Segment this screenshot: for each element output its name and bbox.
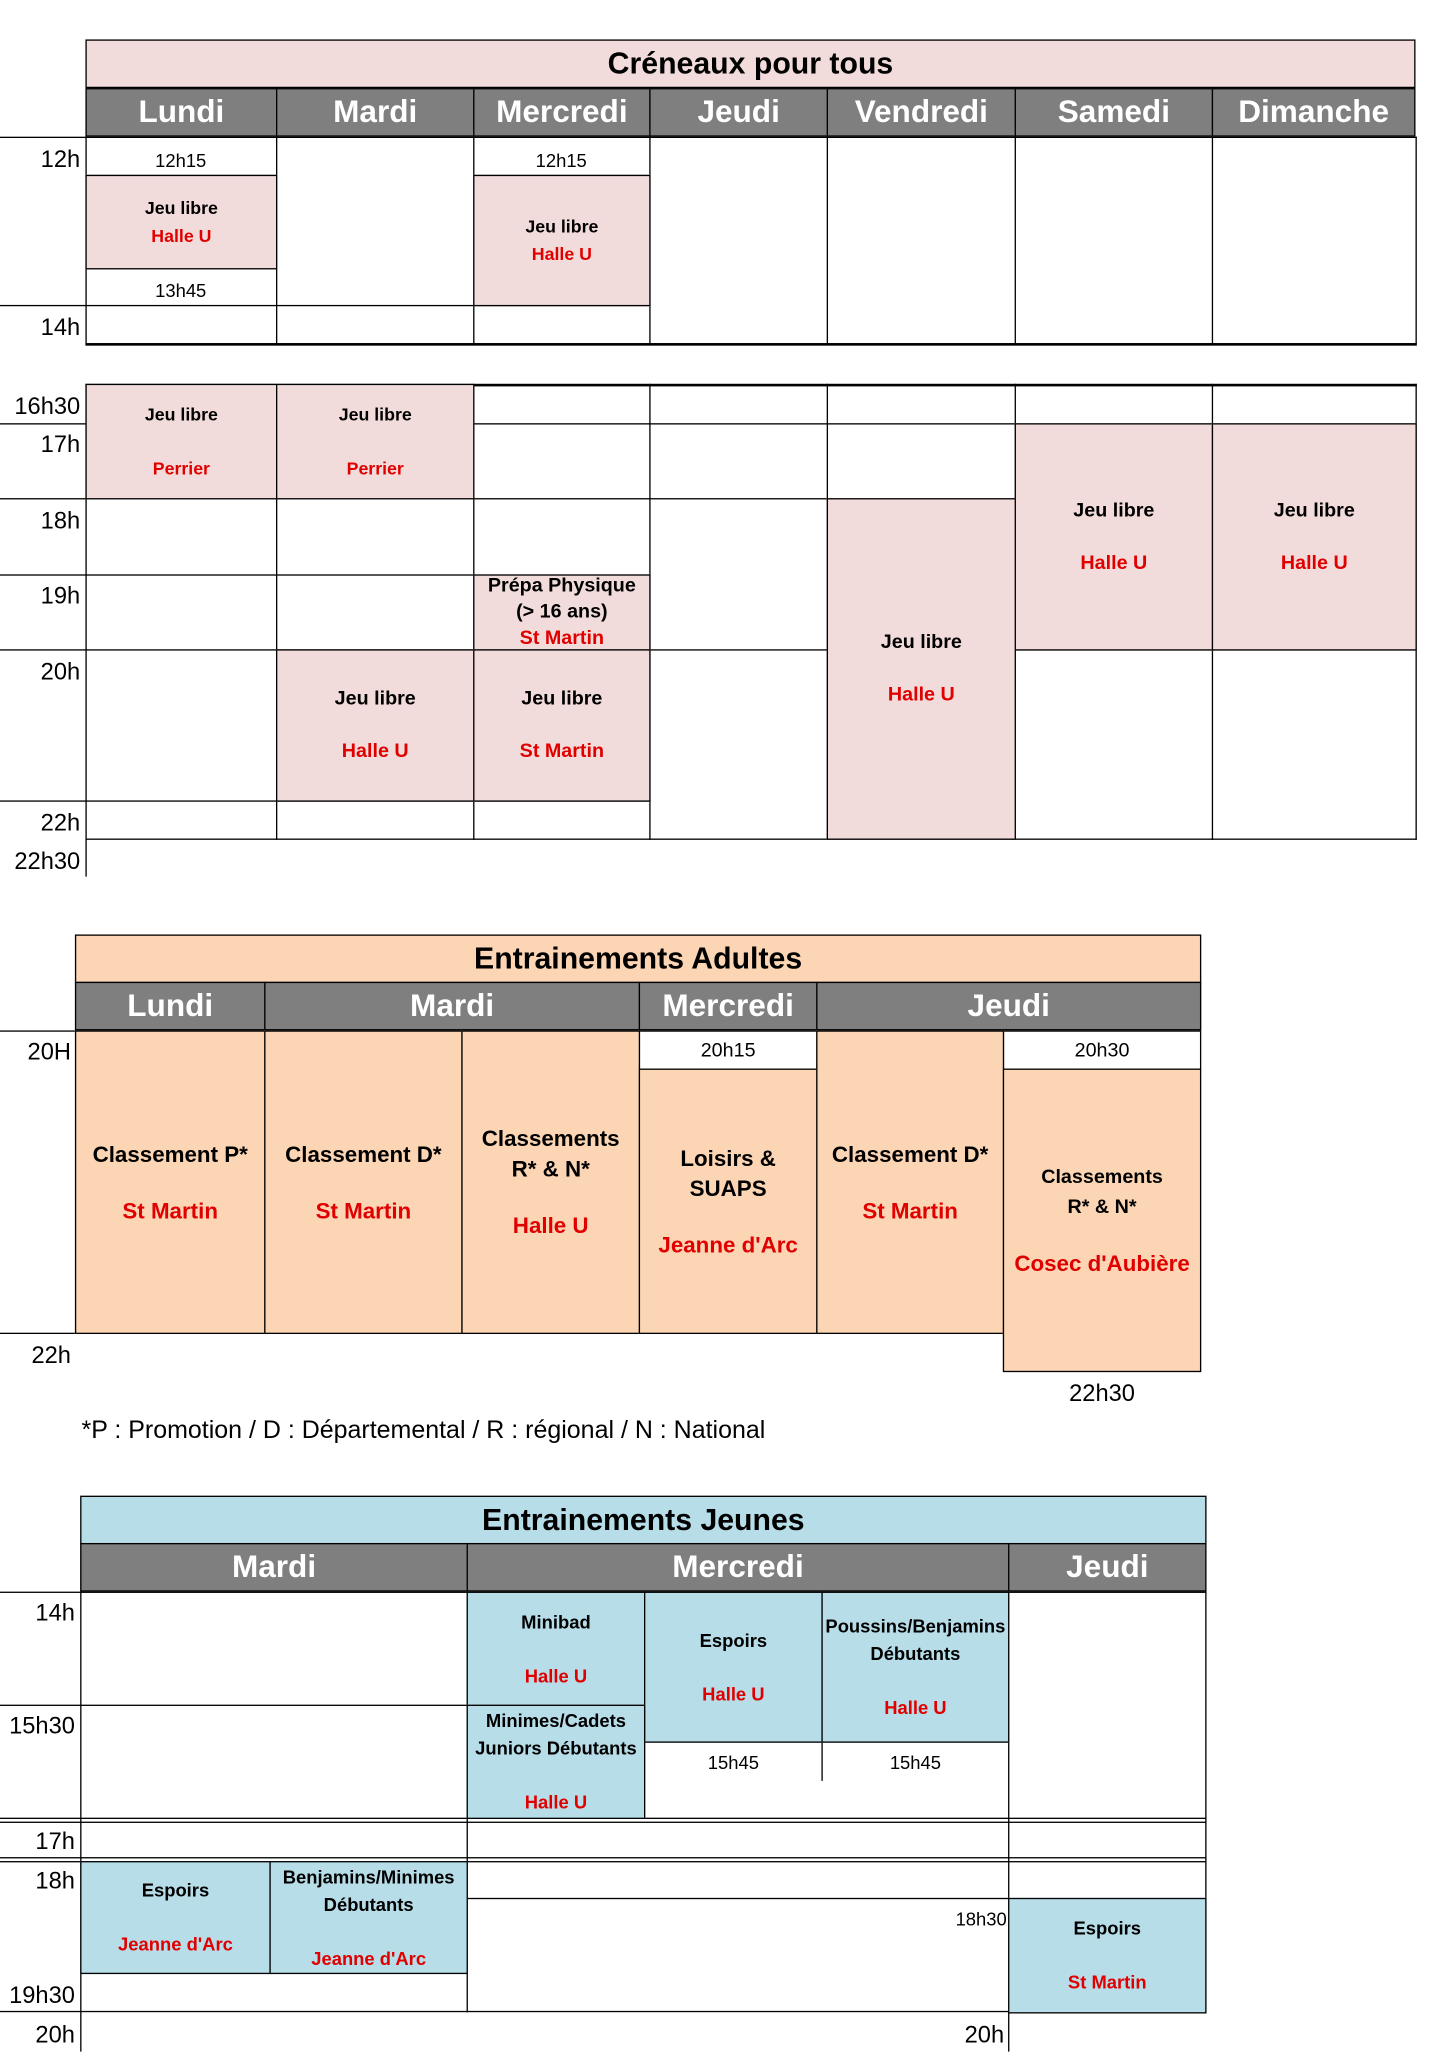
adultes-slot-mardi-d [264, 1030, 462, 1334]
creneaux-day-mercredi: Mercredi [473, 88, 650, 137]
start-time: 20h15 [700, 1038, 756, 1062]
jeunes-day-jeudi: Jeudi [1008, 1543, 1206, 1592]
grid-line [0, 1333, 75, 1334]
slot-activity: Loisirs & [680, 1145, 776, 1171]
slot-activity: Benjamins/Minimes [282, 1865, 455, 1887]
creneaux-time-14h: 14h [40, 314, 81, 341]
slot-activity: Classement P* [92, 1141, 248, 1167]
adultes-time-20h: 20H [27, 1038, 71, 1065]
grid-line [1015, 137, 1016, 345]
slot-activity-detail: Juniors Débutants [475, 1737, 637, 1759]
slot-location: Halle U [524, 1664, 588, 1686]
slot-activity: Minibad [521, 1610, 591, 1632]
creneaux-day-lundi: Lundi [85, 88, 277, 137]
slot-location: St Martin [519, 739, 605, 763]
jeunes-start-time: 18h30 [955, 1908, 1007, 1930]
slot-activity: Classements [1041, 1165, 1163, 1189]
slot-activity: Jeu libre [144, 198, 218, 219]
slot-location: Halle U [887, 683, 955, 706]
slot-location: Halle U [1080, 551, 1148, 574]
slot-activity: Classement D* [831, 1141, 989, 1167]
grid-line [0, 1857, 1207, 1858]
creneaux-day-samedi: Samedi [1015, 88, 1213, 137]
slot-location: Halle U [341, 739, 409, 763]
creneaux-day-jeudi: Jeudi [649, 88, 828, 137]
slot-activity: Poussins/Benjamins [825, 1615, 1006, 1637]
slot-mercredi-prepa [473, 574, 650, 650]
grid-line [0, 1030, 75, 1031]
slot-location: Perrier [152, 458, 210, 479]
grid-line [85, 839, 1416, 840]
slot-location: St Martin [315, 1197, 412, 1223]
jeunes-slot-benjamins [269, 1861, 467, 1974]
jeunes-end-time: 15h45 [889, 1751, 941, 1773]
grid-line [0, 1822, 1207, 1823]
adultes-title: Entrainements Adultes [75, 934, 1201, 983]
slot-activity: Jeu libre [880, 630, 962, 654]
grid-line [1212, 137, 1213, 345]
creneaux-time-22h30: 22h30 [14, 847, 81, 875]
jeunes-slot-minibad [467, 1592, 646, 1706]
creneaux-time-19h: 19h [40, 582, 81, 609]
slot-location: Halle U [884, 1696, 947, 1718]
slot-samedi-soir [1015, 423, 1213, 650]
adultes-day-jeudi: Jeudi [816, 982, 1201, 1031]
slot-vendredi-soir [827, 498, 1016, 840]
adultes-time-22h30: 22h30 [1069, 1380, 1135, 1407]
slot-activity-detail: Débutants [323, 1893, 414, 1915]
slot-mardi-20h [276, 649, 474, 801]
slot-location: Jeanne d'Arc [311, 1947, 427, 1969]
jeunes-slot-minimes [467, 1705, 646, 1819]
slot-activity-detail: R* & N* [1067, 1196, 1137, 1219]
slot-activity: Classement D* [285, 1141, 442, 1167]
jeunes-slot-poussins [821, 1592, 1009, 1743]
grid-line [467, 2011, 1010, 2012]
slot-activity: Espoirs [141, 1879, 210, 1901]
jeunes-time-19h30: 19h30 [9, 1981, 75, 2009]
creneaux-time-18h: 18h [40, 507, 81, 534]
adultes-slot-jeudi-d [816, 1030, 1004, 1334]
creneaux-end-time: 13h45 [155, 279, 207, 301]
creneaux-day-vendredi: Vendredi [827, 88, 1016, 137]
slot-activity: Jeu libre [338, 404, 412, 425]
jeunes-slot-espoirs-mercredi [644, 1592, 823, 1743]
creneaux-start-time: 12h15 [535, 149, 587, 171]
slot-location: Halle U [702, 1682, 765, 1704]
creneaux-start-time: 12h15 [155, 149, 207, 171]
slot-activity: Jeu libre [334, 687, 416, 710]
grid-line [827, 137, 828, 345]
slot-location: Perrier [346, 458, 404, 479]
slot-mercredi-20h [473, 649, 650, 801]
adultes-slot-mardi-rn [461, 1030, 640, 1334]
slot-lundi-soir [85, 384, 277, 500]
grid-line [1416, 137, 1417, 345]
creneaux-day-dimanche: Dimanche [1212, 88, 1416, 137]
grid-line [0, 574, 473, 575]
slot-activity: Jeu libre [1273, 498, 1355, 522]
creneaux-time-22h: 22h [40, 809, 81, 836]
slot-activity: Jeu libre [144, 404, 218, 425]
adultes-mercredi-start [639, 1030, 818, 1069]
adultes-day-mardi: Mardi [264, 982, 640, 1031]
slot-location: Jeanne d'Arc [658, 1232, 798, 1258]
slot-location: Halle U [151, 226, 212, 246]
slot-location: Halle U [531, 244, 592, 265]
slot-dimanche-soir [1212, 423, 1417, 650]
creneaux-time-17h: 17h [40, 431, 81, 458]
adultes-slot-mercredi [639, 1069, 818, 1334]
creneaux-title: Créneaux pour tous [85, 39, 1415, 88]
adultes-day-lundi: Lundi [75, 982, 266, 1031]
slot-activity: Espoirs [699, 1629, 768, 1651]
slot-activity: Prépa Physique [487, 574, 636, 597]
jeunes-time-20h: 20h [35, 2021, 75, 2048]
jeunes-title: Entrainements Jeunes [80, 1496, 1206, 1545]
grid-line [0, 1705, 468, 1706]
slot-location: St Martin [519, 626, 605, 650]
slot-lundi-midi [85, 175, 277, 270]
jeunes-end-time: 15h45 [707, 1751, 759, 1773]
slot-activity: Minimes/Cadets [485, 1709, 626, 1731]
jeunes-time-14h: 14h [35, 1599, 75, 1626]
jeunes-time-18h: 18h [35, 1867, 75, 1894]
slot-activity: Classements [481, 1126, 620, 1152]
slot-activity-detail: Débutants [870, 1642, 961, 1664]
adultes-legend: *P : Promotion / D : Départemental / R : régional / N : National [81, 1416, 766, 1445]
slot-mercredi-midi [473, 175, 650, 306]
slot-activity-detail: R* & N* [511, 1156, 590, 1182]
adultes-day-mercredi: Mercredi [639, 982, 818, 1031]
slot-activity: Jeu libre [1073, 498, 1155, 522]
grid-line [85, 343, 1416, 346]
adultes-slot-lundi [75, 1030, 266, 1334]
slot-location: Halle U [524, 1791, 588, 1813]
creneaux-time-16h30: 16h30 [14, 392, 81, 420]
slot-mardi-soir [276, 384, 474, 500]
jeunes-slot-espoirs-jeudi [1008, 1898, 1206, 2014]
jeunes-slot-espoirs-mardi [80, 1861, 271, 1974]
start-time: 20h30 [1074, 1038, 1130, 1062]
grid-line [0, 137, 1417, 138]
grid-line [80, 1592, 81, 2052]
jeunes-day-mardi: Mardi [80, 1543, 468, 1592]
adultes-jeudi-start [1003, 1030, 1201, 1069]
slot-location: Halle U [512, 1213, 589, 1239]
slot-activity-detail: (> 16 ans) [516, 600, 608, 623]
slot-activity: Jeu libre [521, 687, 603, 710]
jeunes-end-time: 20h [964, 2021, 1005, 2048]
creneaux-time-20h: 20h [40, 658, 81, 685]
grid-line [0, 2011, 468, 2012]
creneaux-day-mardi: Mardi [276, 88, 474, 137]
slot-activity: Espoirs [1073, 1917, 1142, 1939]
slot-location: Cosec d'Aubière [1014, 1251, 1190, 1277]
jeunes-time-15h30: 15h30 [9, 1712, 75, 1739]
slot-location: Halle U [1280, 551, 1348, 574]
creneaux-time-12h: 12h [40, 145, 81, 173]
slot-location: St Martin [1067, 1971, 1147, 1993]
slot-location: St Martin [862, 1197, 958, 1223]
adultes-slot-jeudi-rn [1003, 1069, 1201, 1373]
grid-line [467, 1898, 1010, 1899]
jeunes-day-mercredi: Mercredi [467, 1543, 1010, 1592]
slot-activity: Jeu libre [525, 216, 599, 237]
slot-activity-detail: SUAPS [689, 1175, 767, 1201]
adultes-time-22h: 22h [31, 1341, 71, 1369]
slot-location: Jeanne d'Arc [118, 1933, 233, 1955]
jeunes-time-17h: 17h [35, 1828, 75, 1855]
slot-location: St Martin [122, 1197, 218, 1223]
